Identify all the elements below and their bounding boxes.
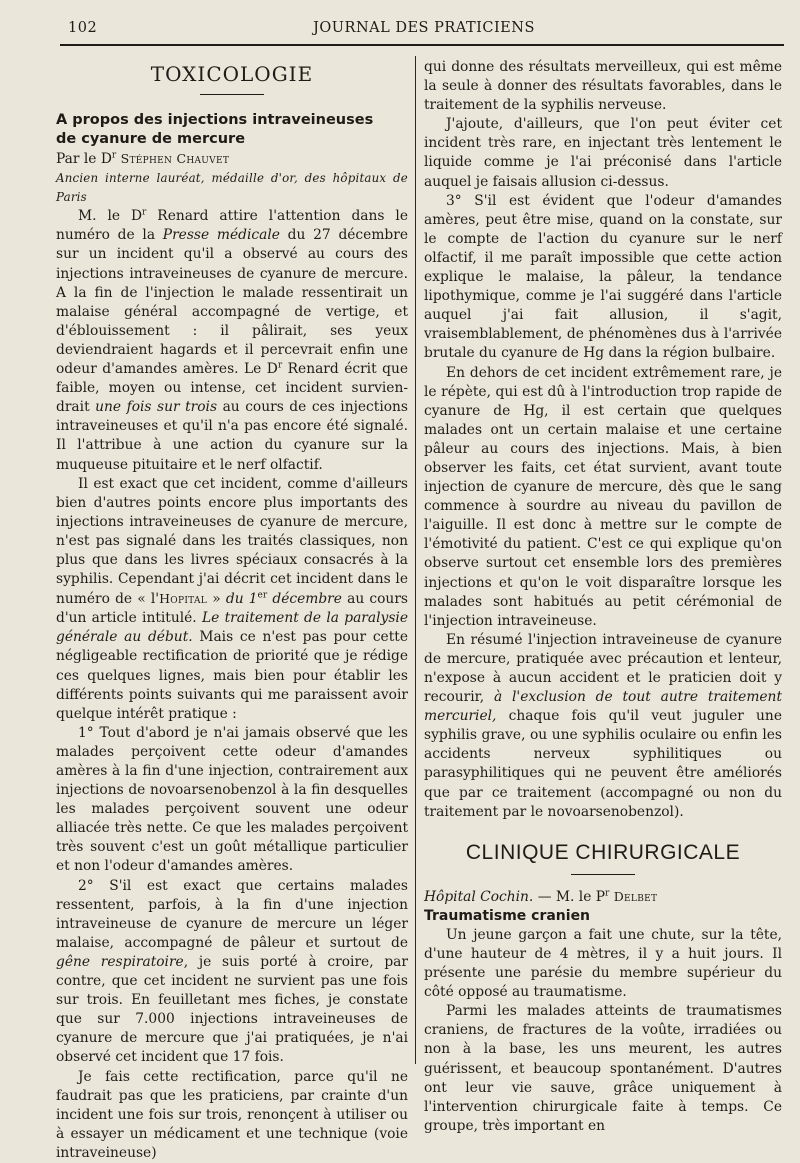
article-title xyxy=(56,111,408,149)
text: décembre xyxy=(267,591,342,608)
column-divider xyxy=(415,56,416,1064)
text: r xyxy=(142,207,147,218)
page-number: 102 xyxy=(68,20,98,36)
paragraph: Un jeune garçon a fait une chute, sur la tête, d'une hauteur de 4 mètres, il y a huit jours. Il présente une parésie du membre supérieur du côté opposé au traumatisme. xyxy=(424,926,782,1001)
section-rule xyxy=(200,94,264,95)
text: » xyxy=(207,591,226,608)
paragraph: 3° S'il est évident que l'odeur d'amandes amères, peut être mise, quand on la constate, sur le compte de l'action du cyanure sur le nerf olfactif, il me paraît impossible que cette action explique le malaise, la pâleur, la tendance lipothymique, comme je l'ai suggéré dans l'article auquel j'ai fait allusion, il s'agit, vraisemblablement, de phénomènes dus à l'arrivée brutale du cyanure de Hg dans la région bulbaire. xyxy=(424,192,782,362)
text: gêne respiratoire xyxy=(56,953,184,970)
text: r xyxy=(605,888,610,899)
text: du 27 décembre sur un incident qu'il a observé au cours des injections intraveineuses de cyanure de mercure. A la fin de l'injection le malade ressentirait un malaise général accompagné de vertige, et d'éblouissement : il pâlirait, ses yeux deviendraient hagards et il percevrait enfin une odeur d'amandes amères. Le D xyxy=(56,227,409,378)
byline-prefix: Par le D xyxy=(56,151,112,167)
section-rule xyxy=(571,874,635,875)
hospital-line xyxy=(424,887,782,907)
text: Hôpital Cochin. xyxy=(424,888,534,905)
text: Renard écrit que faible, moyen ou intense, cet incident survien-drait xyxy=(56,361,408,416)
text: au cours d'un article intitulé. xyxy=(56,591,408,627)
paragraph: J'ajoute, d'ailleurs, que l'on peut éviter cet incident très rare, en injectant très lentement le liquide comme je l'ai préconisé dans l'article auquel je faisais allusion ci-dessus. xyxy=(424,116,782,190)
byline xyxy=(56,149,408,169)
text: er xyxy=(257,590,268,601)
section-title-toxicologie: TOXICOLOGIE xyxy=(150,62,314,86)
paragraph xyxy=(56,207,408,474)
paragraph xyxy=(56,877,408,1068)
text: au cours de ces injections intraveineuses et qu'il n'a pas encore été signalé. Il l'attribue à une action du cyanure sur la muqueuse pituitaire et le nerf olfactif. xyxy=(56,399,409,473)
header-rule xyxy=(60,44,784,46)
text: r xyxy=(277,360,283,371)
paragraph xyxy=(424,631,782,822)
article-title-line1: A propos des injections intraveineuses xyxy=(56,112,374,128)
left-column xyxy=(56,58,408,1163)
paragraph: Parmi les malades atteints de traumatismes craniens, de fractures de la voûte, irradiées ou non à la base, les uns meurent, les autres guérissent, et beaucoup spontanément. D'autres ont leur vie sauve, grâce uniquement à l'intervention chirurgicale faite à temps. Ce groupe, très important en xyxy=(424,1003,782,1134)
text: Il est exact que cet incident, comme d'ailleurs bien d'autres points encore plus importants des injections intraveineuses de cyanure de mercure, n'est pas signalé dans les traités classiques, non plus que dans les livres spéciaux consacrés à la syphilis. Cependant j'ai décrit cet incident dans le numéro de « l' xyxy=(56,475,408,608)
text: Presse médicale xyxy=(162,227,280,244)
article-title-line2: de cyanure de mercure xyxy=(56,131,246,147)
running-head xyxy=(68,20,780,42)
byline-sup: r xyxy=(111,150,117,161)
text: du 1 xyxy=(225,591,258,608)
subsection-title: Traumatisme cranien xyxy=(424,907,591,924)
text: à l'exclusion de tout autre traitement mercuriel, xyxy=(424,689,782,725)
author-name: Stéphen Chauvet xyxy=(120,151,230,166)
surgeon-name: Delbet xyxy=(613,888,658,904)
section-title-clinique: CLINIQUE CHIRURGICALE xyxy=(465,840,741,864)
text: Renard attire l'attention dans le numéro de la xyxy=(56,208,408,244)
paragraph: qui donne des résultats merveilleux, qui est même la seule à donner des résultats favorables, dans le traitement de la syphilis nerveuse. xyxy=(424,59,782,114)
text: Hopital xyxy=(159,591,208,607)
paragraph: 1° Tout d'abord je n'ai jamais observé que les malades perçoivent cette odeur d'amandes amères à la fin d'une injection, contrairement aux injections de novoarsenobenzol à la fin desquelles les malades perçoivent souvent une odeur alliacée très nette. Ce que les malades perçoivent très souvent c'est un goût métallique particulier et non l'odeur d'amandes amères. xyxy=(56,724,408,875)
text: En résumé l'injection intraveineuse de cyanure de mercure, pratiquée avec précaution et lenteur, n'expose à aucun accident et le praticien doit y recourir, xyxy=(424,631,782,706)
paragraph: Je fais cette rectification, parce qu'il ne faudrait pas que les praticiens, par crainte d'un incident une fois sur trois, renonçent à utiliser ou à essayer un médicament et une technique (voie intraveineuse) xyxy=(56,1068,408,1161)
text: 2° S'il est exact que certains malades ressentent, parfois, à la fin d'une injection intraveineuse de cyanure de mercure un léger malaise, accompagné de pâleur et surtout de xyxy=(56,877,408,951)
text: — M. le P xyxy=(533,888,606,905)
text: M. le D xyxy=(78,208,143,225)
author-affiliation: Ancien interne lauréat, médaille d'or, des hôpitaux de Paris xyxy=(56,171,408,205)
text: , je suis porté à croire, par contre, que cet incident ne survient pas une fois sur trois. En feuilletant mes fiches, je constate que sur 7.000 injections intraveineuses de cyanure de mercure que j'ai pratiquées, je n'ai observé cet incident que 17 fois. xyxy=(56,953,408,1066)
paragraph xyxy=(56,475,408,724)
right-column xyxy=(424,58,782,1136)
text: Mais ce n'est pas pour cette négligeable rectification de priorité que je rédige ces quelques lignes, mais bien pour établir les différents points suivants qui me paraissent avoir quelque intérêt pratique : xyxy=(56,629,408,722)
text: chaque fois qu'il veut juguler une syphilis grave, ou une syphilis oculaire ou enfin les accidents nerveux syphilitiques ou parasyphilitiques qui ne peuvent être améliorés que par ce traitement (accompagné ou non du traitement par le novoarsenobenzol). xyxy=(424,708,782,820)
paragraph: En dehors de cet incident extrêmement rare, je le répète, qui est dû à l'introduction trop rapide de cyanure de Hg, il est certain que quelques malades ont un certain malaise et une certaine pâleur au cours des injections. Mais, à bien observer les faits, cet état survient, avant toute injection de cyanure de mercure, dès que le sang commence à sourdre au niveau du pavillon de l'aiguille. Il est donc à mettre sur le compte de l'émotivité du patient. C'est ce qui explique qu'on observe surtout cet ensemble lors des premières injections et qu'on le voit disparaître lorsque les malades sont habitués au petit cérémonial de l'injection intraveineuse. xyxy=(424,364,782,629)
journal-title: JOURNAL DES PRATICIENS xyxy=(313,20,535,36)
text: une fois sur trois xyxy=(95,399,218,416)
text: Le traitement de la paralysie générale au début. xyxy=(56,610,408,646)
